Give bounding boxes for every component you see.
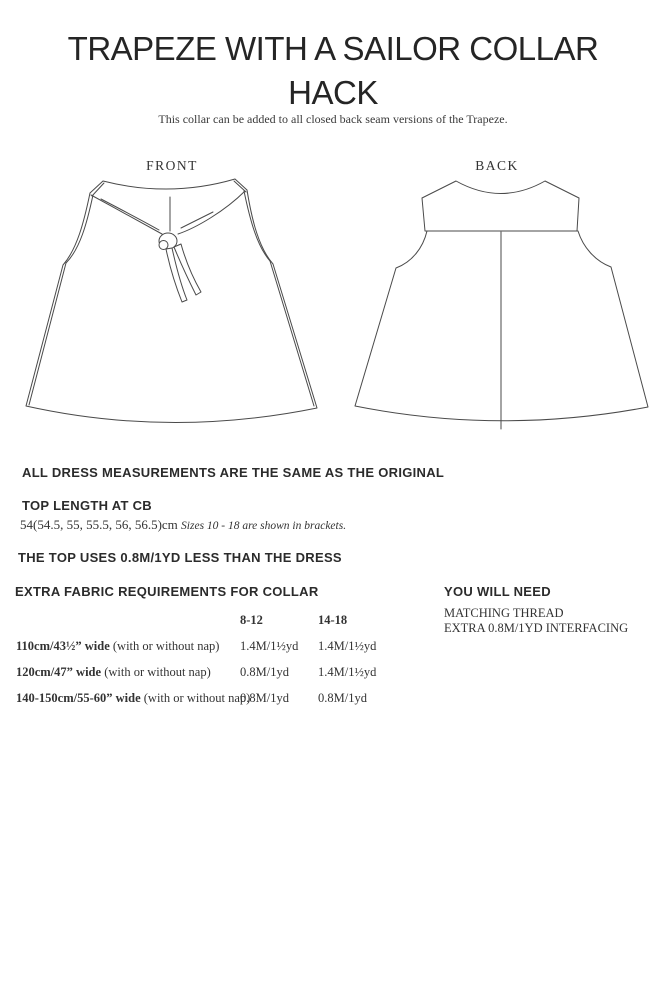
back-view-label: BACK — [475, 158, 519, 173]
table-row-label — [16, 639, 240, 665]
page-title-line1: TRAPEZE WITH A SAILOR COLLAR — [67, 30, 599, 67]
fabric-usage-heading: THE TOP USES 0.8M/1YD LESS THAN THE DRESS — [18, 550, 342, 565]
top-length-heading: TOP LENGTH AT CB — [22, 498, 152, 513]
measurements-heading: ALL DRESS MEASUREMENTS ARE THE SAME AS THE ORIGINAL — [22, 465, 445, 480]
fabric-width-note: (with or without nap) — [104, 665, 211, 679]
column-header-8-12: 8-12 — [240, 613, 263, 627]
back-garment-illustration — [355, 181, 648, 429]
table-value: 1.4M/1½yd — [240, 639, 299, 653]
front-garment-illustration — [26, 179, 317, 423]
top-length-note: Sizes 10 - 18 are shown in brackets. — [181, 520, 347, 532]
fabric-width-note: (with or without nap) — [112, 639, 220, 653]
table-corner-cell — [16, 613, 240, 639]
you-will-need-item: MATCHING THREAD — [444, 606, 564, 620]
page-title-line2: HACK — [288, 74, 378, 111]
table-value: 0.8M/1yd — [318, 691, 367, 705]
you-will-need-heading: YOU WILL NEED — [444, 584, 551, 599]
you-will-need-list — [444, 606, 628, 635]
table-row-label — [16, 691, 251, 717]
column-header-14-18: 14-18 — [318, 613, 348, 627]
fabric-requirements-table — [16, 613, 428, 717]
page-subtitle: This collar can be added to all closed back seam versions of the Trapeze. — [158, 112, 508, 126]
table-value: 0.8M/1yd — [240, 665, 289, 679]
you-will-need-item: EXTRA 0.8M/1YD INTERFACING — [444, 620, 629, 635]
fabric-width-note: (with or without nap) — [143, 691, 251, 705]
front-view-label: FRONT — [146, 158, 198, 173]
table-value: 0.8M/1yd — [240, 691, 289, 705]
table-value: 1.4M/1½yd — [318, 639, 377, 653]
table-value: 1.4M/1½yd — [318, 665, 377, 679]
top-length-line — [20, 517, 346, 533]
extra-fabric-heading: EXTRA FABRIC REQUIREMENTS FOR COLLAR — [15, 584, 319, 599]
fabric-width: 110cm/43½” wide — [16, 639, 110, 653]
fabric-width: 140-150cm/55-60” wide — [16, 691, 141, 705]
fabric-width: 120cm/47” wide — [16, 665, 102, 679]
table-row-label — [16, 665, 240, 691]
top-length-value: 54(54.5, 55, 55.5, 56, 56.5)cm — [20, 517, 178, 532]
